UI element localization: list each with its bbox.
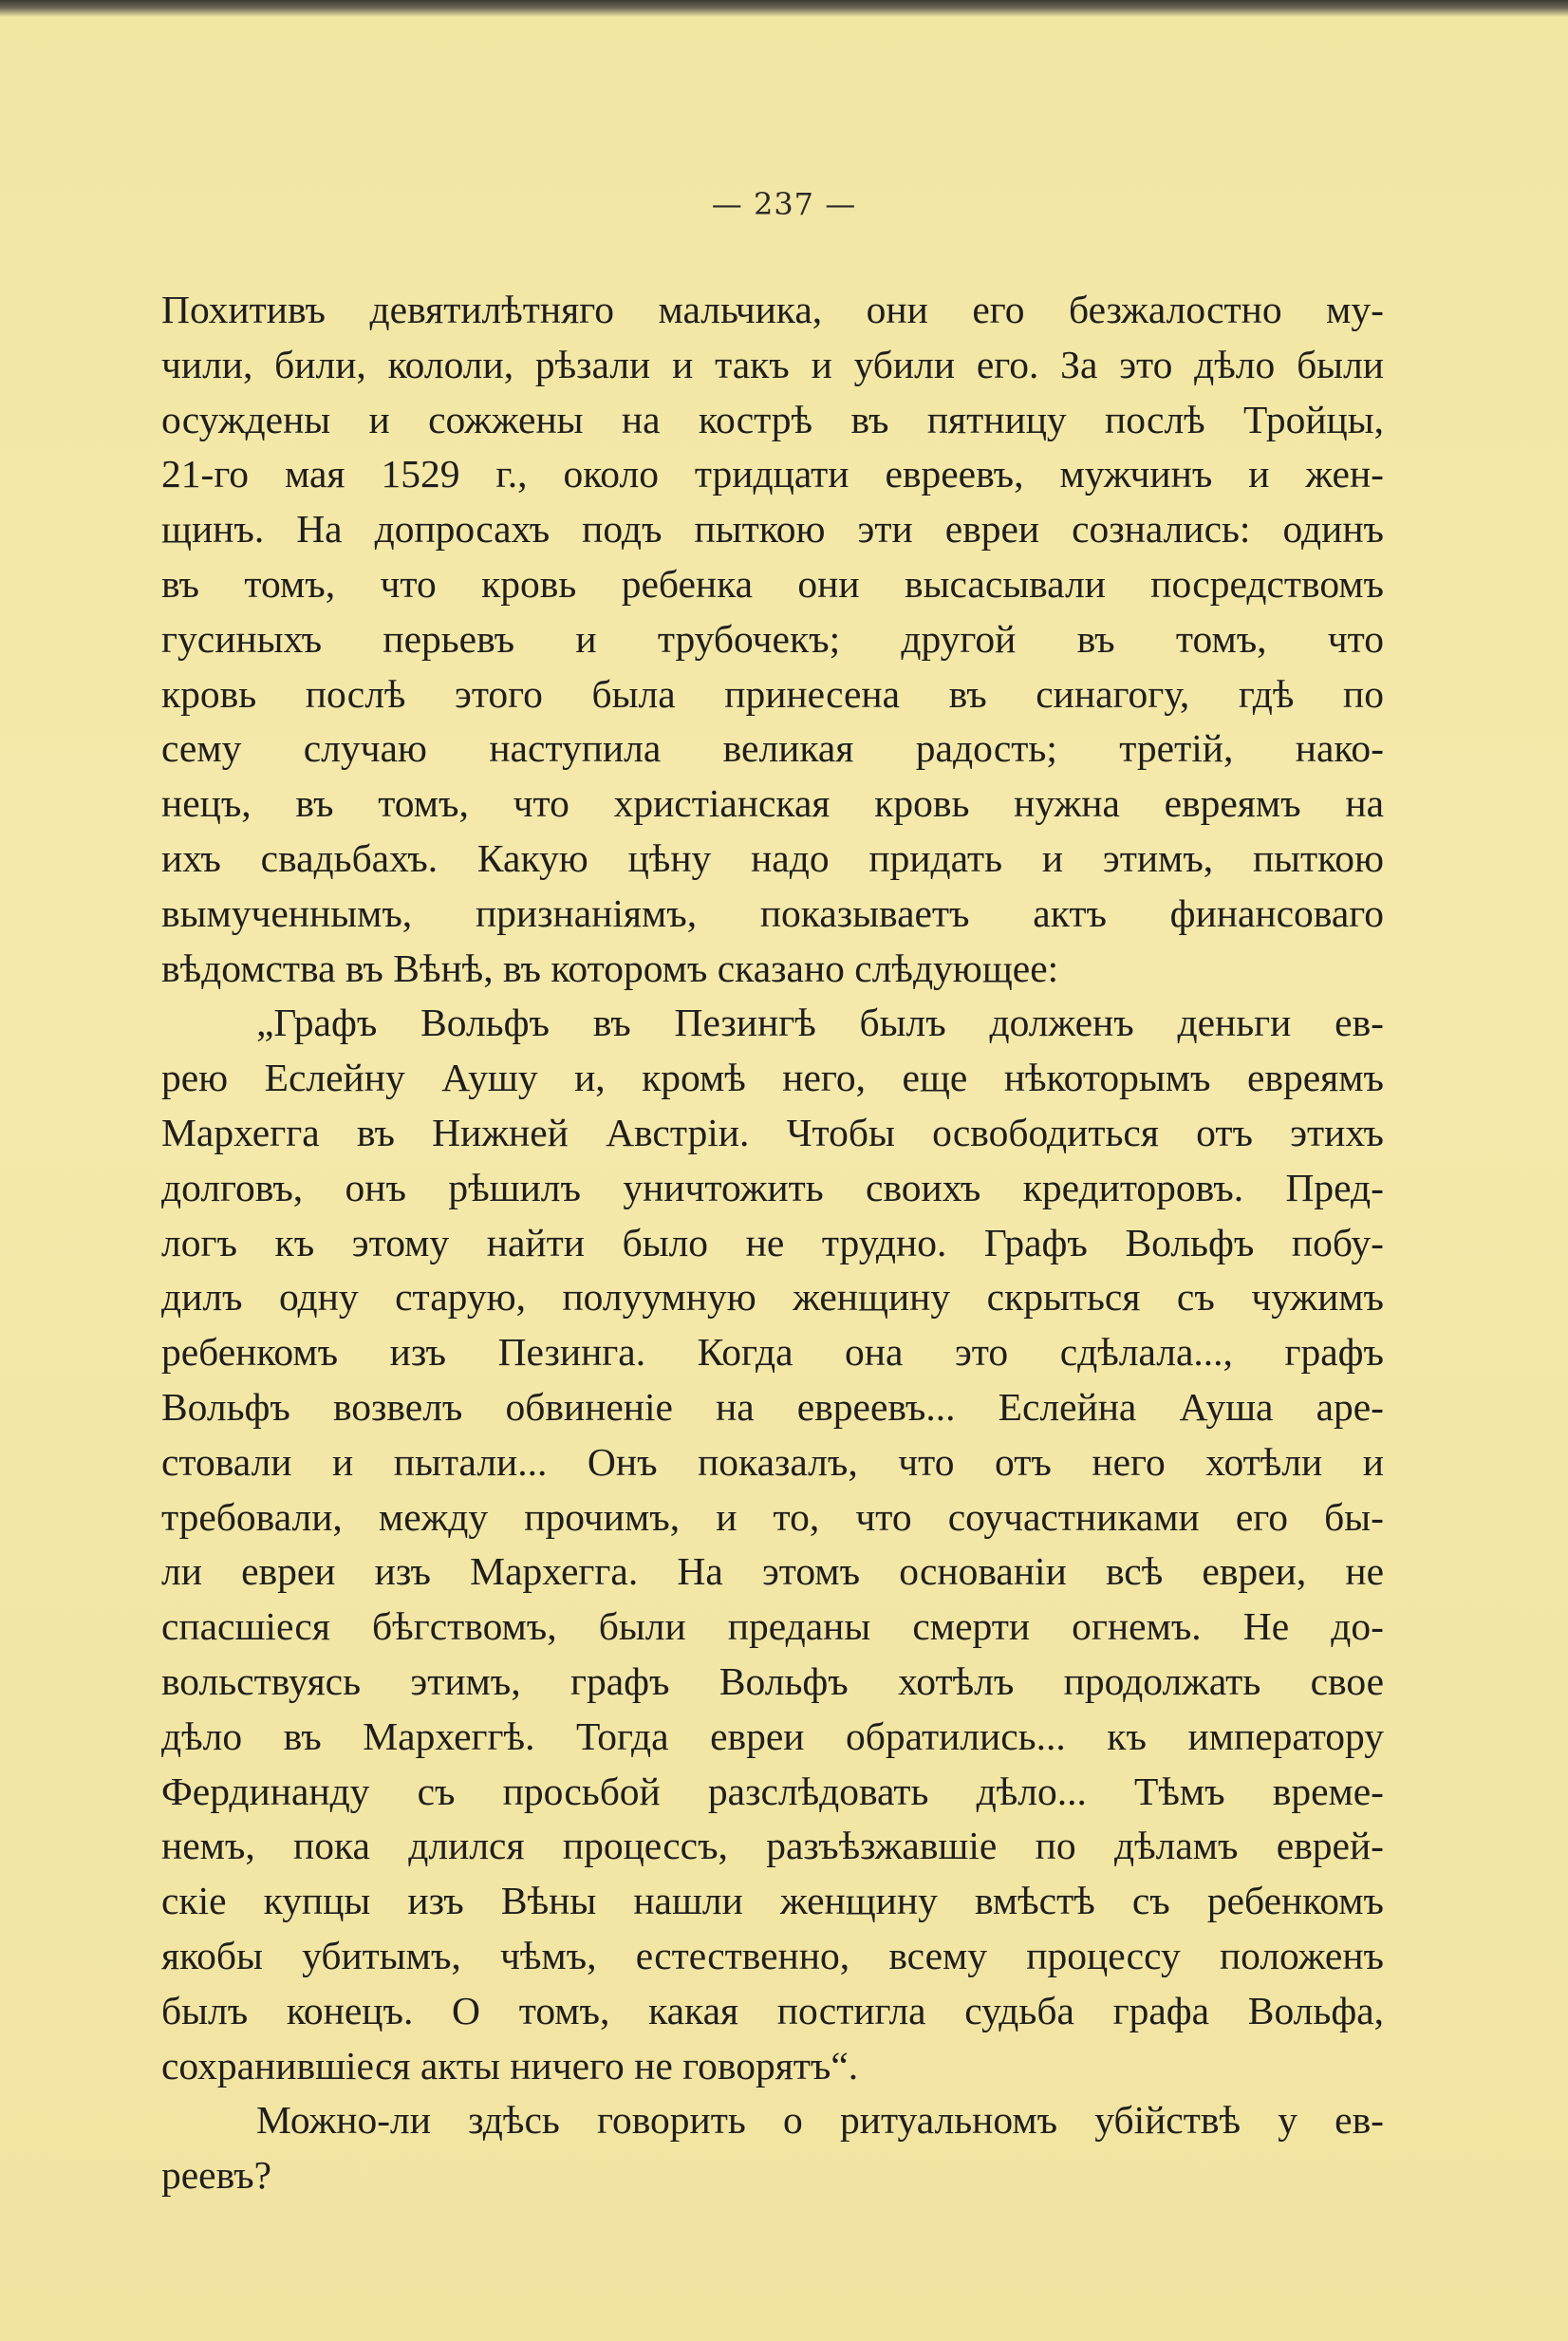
scan-top-edge — [0, 0, 1568, 17]
text-line: ли евреи изъ Мархегга. На этомъ основаніи всѣ евреи, не — [161, 1549, 1384, 1594]
text-line: гусиныхъ перьевъ и трубочекъ; другой въ томъ, что — [161, 616, 1384, 661]
text-line: требовали, между прочимъ, и то, что соучастниками его бы- — [161, 1494, 1384, 1539]
text-line: сохранившіеся акты ничего не говорятъ“. — [161, 2043, 859, 2088]
text-line: кровь послѣ этого была принесена въ синагогу, гдѣ по — [161, 671, 1384, 716]
text-line: рею Еслейну Аушу и, кромѣ него, еще нѣкоторымъ евреямъ — [161, 1056, 1384, 1100]
text-line: спасшіеся бѣгствомъ, были преданы смерти огнемъ. Не до- — [161, 1604, 1384, 1649]
text-line: скіе купцы изъ Вѣны нашли женщину вмѣстѣ съ ребенкомъ — [161, 1879, 1384, 1923]
text-line: осуждены и сожжены на кострѣ въ пятницу послѣ Тройцы, — [161, 397, 1384, 441]
text-line: 21-го мая 1529 г., около тридцати евреевъ, мужчинъ и жен- — [161, 452, 1384, 496]
text-line: Похитивъ девятилѣтняго мальчика, они его безжалостно му- — [161, 288, 1384, 331]
text-line: сему случаю наступила великая радость; третій, нако- — [161, 726, 1384, 771]
text-line: чили, били, кололи, рѣзали и такъ и убили его. За это дѣло были — [161, 342, 1384, 386]
text-line: вѣдомства въ Вѣнѣ, въ которомъ сказано слѣдующее: — [161, 946, 1059, 990]
text-line: щинъ. На допросахъ подъ пыткою эти евреи сознались: одинъ — [161, 507, 1384, 552]
text-line: Мархегга въ Нижней Австріи. Чтобы освободиться отъ этихъ — [161, 1110, 1384, 1154]
text-line: нецъ, въ томъ, что христіанская кровь нужна евреямъ на — [161, 781, 1384, 826]
body-text — [161, 283, 1384, 2203]
text-line: „Графъ Вольфъ въ Пезингѣ былъ долженъ деньги ев- — [256, 1001, 1384, 1045]
text-line: вольствуясь этимъ, графъ Вольфъ хотѣлъ продолжать свое — [161, 1658, 1384, 1703]
text-line: Можно-ли здѣсь говорить о ритуальномъ убійствѣ у ев- — [256, 2098, 1384, 2143]
text-line: былъ конецъ. О томъ, какая постигла судьба графа Вольфа, — [161, 1988, 1384, 2032]
text-line: Фердинанду съ просьбой разслѣдовать дѣло... Тѣмъ време- — [161, 1769, 1384, 1813]
page-number: — 237 — — [711, 186, 857, 222]
text-line: реевъ? — [161, 2153, 272, 2198]
text-line: долговъ, онъ рѣшилъ уничтожить своихъ кредиторовъ. Пред- — [161, 1165, 1384, 1209]
text-line: въ томъ, что кровь ребенка они высасывали посредствомъ — [161, 561, 1384, 606]
text-line: немъ, пока длился процессъ, разъѣзжавшіе по дѣламъ еврей- — [161, 1824, 1384, 1868]
text-line: логъ къ этому найти было не трудно. Графъ Вольфъ побу- — [161, 1220, 1384, 1264]
text-line: якобы убитымъ, чѣмъ, естественно, всему процессу положенъ — [161, 1933, 1384, 1977]
text-line: дѣло въ Мархеггѣ. Тогда евреи обратились... къ императору — [161, 1714, 1384, 1758]
text-line: стовали и пытали... Онъ показалъ, что отъ него хотѣли и — [161, 1439, 1384, 1484]
text-line: Вольфъ возвелъ обвиненіе на евреевъ... Еслейна Ауша аре- — [161, 1384, 1384, 1429]
text-line: дилъ одну старую, полуумную женщину скрыться съ чужимъ — [161, 1275, 1384, 1320]
text-line: вымученнымъ, признаніямъ, показываетъ актъ финансоваго — [161, 890, 1384, 935]
text-line: ихъ свадьбахъ. Какую цѣну надо придать и этимъ, пыткою — [161, 835, 1384, 880]
text-line: ребенкомъ изъ Пезинга. Когда она это сдѣлала..., графъ — [161, 1330, 1384, 1375]
